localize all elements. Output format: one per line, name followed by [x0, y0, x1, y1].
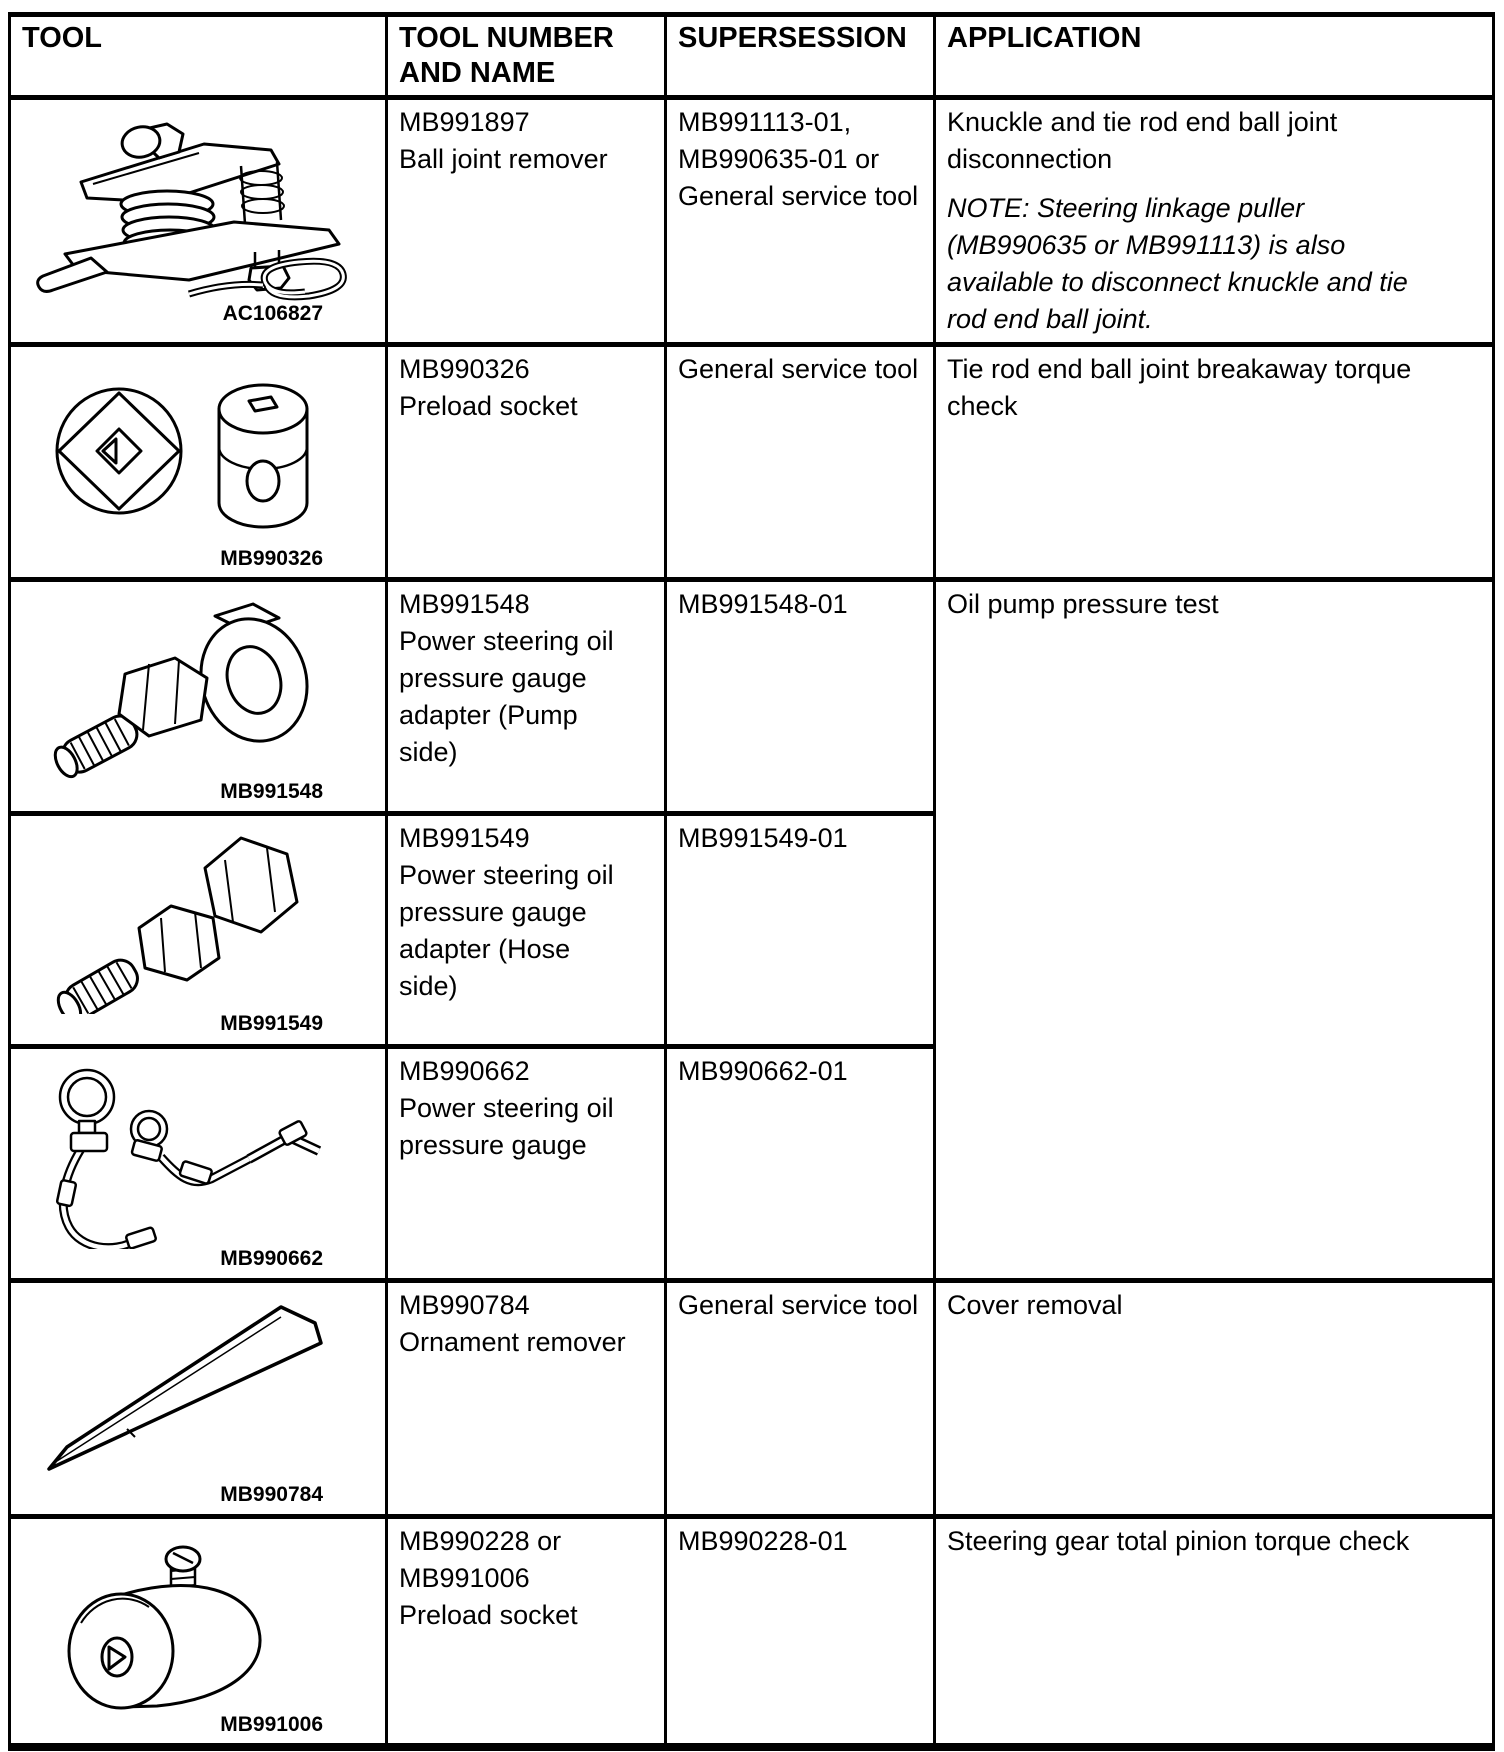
tool-number: MB990662	[399, 1056, 530, 1086]
pressure-gauge-adapter-hose-illustration	[22, 820, 375, 1014]
tool-image-label: MB990662	[220, 1247, 323, 1270]
tool-number: MB990784	[399, 1290, 530, 1320]
tool-number: MB991549	[399, 823, 530, 853]
tool-number: MB990326	[399, 354, 530, 384]
supersession-value: MB991549-01	[678, 823, 848, 853]
tool-cell	[10, 345, 387, 580]
tool-number-cell	[387, 814, 666, 1047]
table-row	[10, 345, 1494, 580]
tool-name: Ornament remover	[399, 1327, 626, 1357]
tool-number: MB991897	[399, 107, 530, 137]
tool-cell	[10, 1047, 387, 1281]
supersession-cell	[666, 1047, 935, 1281]
tool-name: Power steering oil pressure gauge adapter (Hose side)	[399, 860, 614, 1001]
tool-name: Preload socket	[399, 1600, 578, 1630]
application-cell	[935, 98, 1494, 345]
column-header-application: APPLICATION	[935, 15, 1494, 98]
column-header-tool-number-and-name: TOOL NUMBER AND NAME	[387, 15, 666, 98]
tool-number-cell	[387, 345, 666, 580]
tool-cell	[10, 1517, 387, 1747]
tool-number-cell	[387, 98, 666, 345]
tool-image-label: MB990784	[220, 1483, 323, 1506]
supersession-value: MB991548-01	[678, 589, 848, 619]
supersession-value: General service tool	[678, 354, 919, 384]
supersession-value: General service tool	[678, 1290, 919, 1320]
pressure-gauge-adapter-pump-illustration	[22, 586, 375, 782]
application-text: Oil pump pressure test	[947, 589, 1219, 619]
tool-number: MB990228 or MB991006	[399, 1526, 562, 1593]
table-row	[10, 1517, 1494, 1747]
ornament-remover-illustration	[22, 1287, 375, 1485]
ball-joint-remover-illustration	[22, 104, 375, 304]
tool-cell	[10, 814, 387, 1047]
supersession-cell	[666, 580, 935, 814]
supersession-cell	[666, 1281, 935, 1517]
tool-cell	[10, 98, 387, 345]
tool-number-cell	[387, 580, 666, 814]
application-text: Tie rod end ball joint breakaway torque check	[947, 354, 1412, 421]
preload-socket-illustration	[22, 351, 375, 549]
tool-image-label: MB991006	[220, 1713, 323, 1736]
application-note: NOTE: Steering linkage puller (MB990635 or MB991113) is also available to disconnect knuckle and tie rod end ball joint.	[947, 193, 1408, 334]
supersession-cell	[666, 98, 935, 345]
column-header-supersession: SUPERSESSION	[666, 15, 935, 98]
tool-cell	[10, 580, 387, 814]
tool-name: Power steering oil pressure gauge	[399, 1093, 614, 1160]
header-row	[10, 15, 1494, 98]
application-text: Knuckle and tie rod end ball joint disconnection	[947, 107, 1338, 174]
supersession-value: MB990228-01	[678, 1526, 848, 1556]
special-tools-table	[8, 12, 1495, 1751]
tool-name: Preload socket	[399, 391, 578, 421]
application-cell	[935, 1281, 1494, 1517]
tool-number: MB991548	[399, 589, 530, 619]
supersession-value: MB991113-01, MB990635-01 or General service tool	[678, 107, 919, 211]
tool-image-label: MB991549	[220, 1012, 323, 1035]
tool-image-label: MB991548	[220, 780, 323, 803]
application-text: Cover removal	[947, 1290, 1123, 1320]
table-row	[10, 98, 1494, 345]
supersession-cell	[666, 1517, 935, 1747]
application-text: Steering gear total pinion torque check	[947, 1526, 1410, 1556]
pressure-gauge-illustration	[22, 1053, 375, 1249]
application-cell	[935, 345, 1494, 580]
supersession-cell	[666, 345, 935, 580]
table-row	[10, 580, 1494, 814]
supersession-value: MB990662-01	[678, 1056, 848, 1086]
tool-image-label: AC106827	[222, 302, 323, 325]
application-cell	[935, 1517, 1494, 1747]
supersession-cell	[666, 814, 935, 1047]
tool-name: Power steering oil pressure gauge adapter (Pump side)	[399, 626, 614, 767]
application-cell	[935, 580, 1494, 1281]
table-row	[10, 1281, 1494, 1517]
tool-cell	[10, 1281, 387, 1517]
column-header-tool: TOOL	[10, 15, 387, 98]
tool-number-cell	[387, 1281, 666, 1517]
tool-image-label: MB990326	[220, 547, 323, 570]
preload-socket-cylinder-illustration	[22, 1523, 375, 1715]
tool-number-cell	[387, 1517, 666, 1747]
tool-name: Ball joint remover	[399, 144, 608, 174]
tool-number-cell	[387, 1047, 666, 1281]
